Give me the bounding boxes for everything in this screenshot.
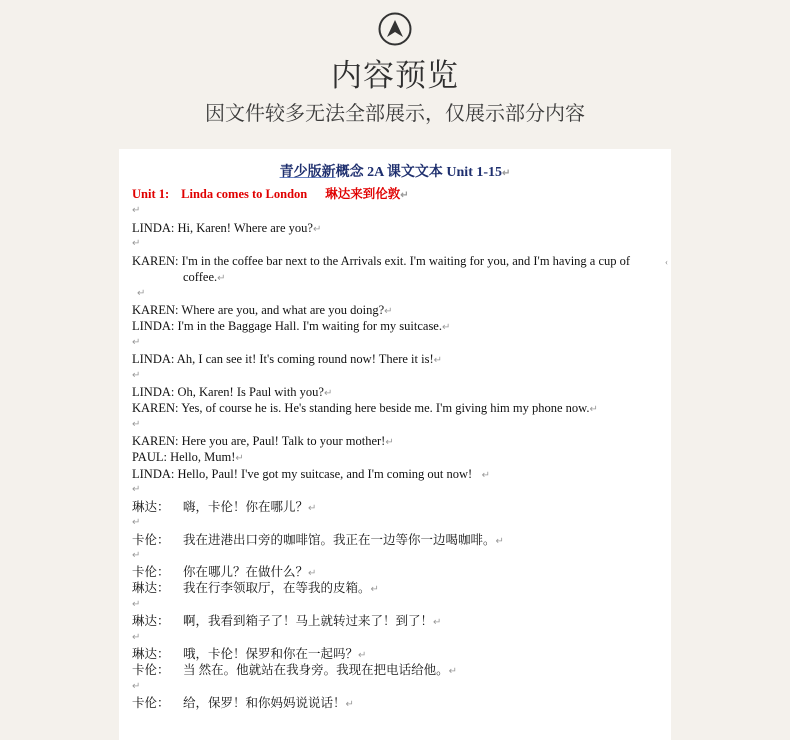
document-title-highlight: 青少版新	[279, 165, 336, 180]
paragraph-mark: ↵	[137, 288, 146, 299]
document-preview	[119, 149, 671, 740]
paragraph-mark: ↵	[132, 238, 141, 249]
paragraph-mark: ↵	[132, 681, 141, 692]
unit-title-cn: 琳达来到伦敦	[325, 187, 401, 201]
unit-title-en: Linda comes to London	[181, 187, 308, 201]
unit-heading: Unit 1: Linda comes to London 琳达来到伦敦↵	[132, 187, 409, 201]
dialogue-line: KAREN: Here you are, Paul! Talk to your mother!↵	[132, 434, 394, 448]
dialogue-line: LINDA: Hello, Paul! I've got my suitcase, and I'm coming out now! ↵	[132, 467, 490, 481]
dialogue-line-cn: 卡伦： 我在进港出口旁的咖啡馆。我正在一边等你一边喝咖啡。↵	[132, 533, 504, 547]
dialogue-line: LINDA: I'm in the Baggage Hall. I'm waiting for my suitcase.↵	[132, 319, 451, 333]
dialogue-line: KAREN: Yes, of course he is. He's standing here beside me. I'm giving him my phone now.↵	[132, 401, 598, 415]
dialogue-line: KAREN: I'm in the coffee bar next to the Arrivals exit. I'm waiting for you, and I'm having a cup of	[132, 254, 631, 268]
paragraph-mark: ↵	[132, 517, 141, 528]
page-title: 内容预览	[331, 58, 459, 94]
dialogue-line: KAREN: Where are you, and what are you doing?↵	[132, 303, 393, 317]
page-subtitle: 因文件较多无法全部展示，仅展示部分内容	[205, 101, 585, 125]
chevron-up-circle-icon	[378, 12, 412, 46]
dialogue-line-cn: 卡伦： 给，保罗！和你妈妈说说话！↵	[132, 696, 354, 710]
margin-mark: ‹	[665, 257, 668, 267]
dialogue-line-cn: 琳达： 哦，卡伦！保罗和你在一起吗？↵	[132, 647, 367, 661]
dialogue-line-cn: 琳达： 我在行李领取厅，在等我的皮箱。↵	[132, 581, 379, 595]
dialogue-line-cn: 卡伦： 当 然在。他就站在我身旁。我现在把电话给他。↵	[132, 663, 458, 677]
paragraph-mark: ↵	[132, 550, 141, 561]
dialogue-line: LINDA: Hi, Karen! Where are you?↵	[132, 221, 322, 235]
dialogue-line-cn: 卡伦： 你在哪儿？在做什么？↵	[132, 565, 317, 579]
dialogue-line-continued: coffee.↵	[183, 270, 226, 284]
paragraph-mark: ↵	[132, 337, 141, 348]
dialogue-line: PAUL: Hello, Mum!↵	[132, 450, 244, 464]
paragraph-mark: ↵	[132, 419, 141, 430]
dialogue-line: LINDA: Oh, Karen! Is Paul with you?↵	[132, 385, 333, 399]
paragraph-mark: ↵	[132, 205, 141, 216]
dialogue-line: LINDA: Ah, I can see it! It's coming round now! There it is!↵	[132, 352, 442, 366]
document-title: 青少版新概念 2A 课文文本 Unit 1-15↵	[279, 165, 511, 180]
unit-label: Unit 1:	[132, 187, 170, 201]
dialogue-line-cn: 琳达： 嗨，卡伦！你在哪儿？↵	[132, 500, 317, 514]
paragraph-mark: ↵	[132, 632, 141, 643]
paragraph-mark: ↵	[132, 599, 141, 610]
paragraph-mark: ↵	[132, 484, 141, 495]
paragraph-mark: ↵	[132, 370, 141, 381]
document-title-rest: 概念 2A 课文文本 Unit 1-15	[335, 165, 503, 180]
dialogue-line-cn: 琳达： 啊，我看到箱子了！马上就转过来了！到了！↵	[132, 614, 442, 628]
